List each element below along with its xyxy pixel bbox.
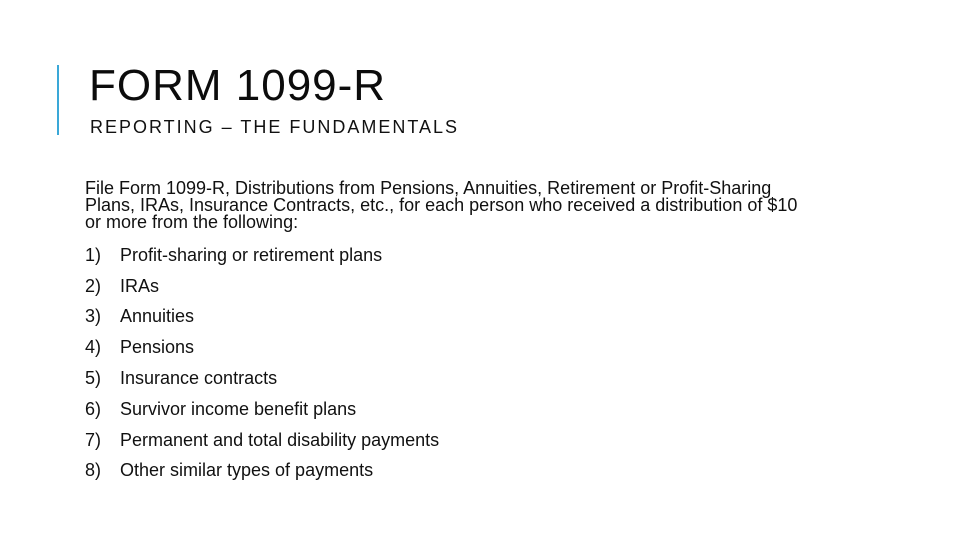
list-item (85, 456, 439, 487)
list-item-text: Pensions (120, 337, 195, 358)
list-item-number: 4) (85, 337, 102, 358)
list-item (85, 271, 439, 302)
list-item-text: Permanent and total disability payments (120, 429, 440, 450)
list-item (85, 394, 439, 425)
intro-paragraph: File Form 1099-R, Distributions from Pensions, Annuities, Retirement or Profit-Sharing Plans, IRAs, Insurance Contracts, etc., for each person who received a distribution of $10 or more from the following: (85, 178, 798, 232)
list-item-text: Annuities (120, 306, 195, 327)
slide-subtitle: REPORTING – THE FUNDAMENTALS (90, 117, 460, 137)
list-item (85, 240, 439, 271)
list-item-number: 5) (85, 368, 102, 389)
list-item (85, 332, 439, 363)
list-item (85, 363, 439, 394)
list-item-number: 6) (85, 398, 102, 419)
list-item-text: Insurance contracts (120, 368, 278, 389)
list-item-number: 3) (85, 306, 102, 327)
list-item-text: Survivor income benefit plans (120, 398, 357, 419)
slide-title: FORM 1099-R (89, 61, 387, 110)
list-item-number: 2) (85, 275, 102, 296)
list-item (85, 302, 439, 333)
list-item-number: 1) (85, 244, 102, 265)
list-item-text: Other similar types of payments (120, 460, 374, 481)
list-item (85, 425, 439, 456)
title-accent-bar (57, 65, 59, 135)
list-item-text: Profit-sharing or retirement plans (120, 244, 383, 265)
list-item-number: 8) (85, 460, 102, 481)
list-item-text: IRAs (120, 275, 160, 296)
distribution-types-list (85, 240, 439, 486)
list-item-number: 7) (85, 429, 102, 450)
